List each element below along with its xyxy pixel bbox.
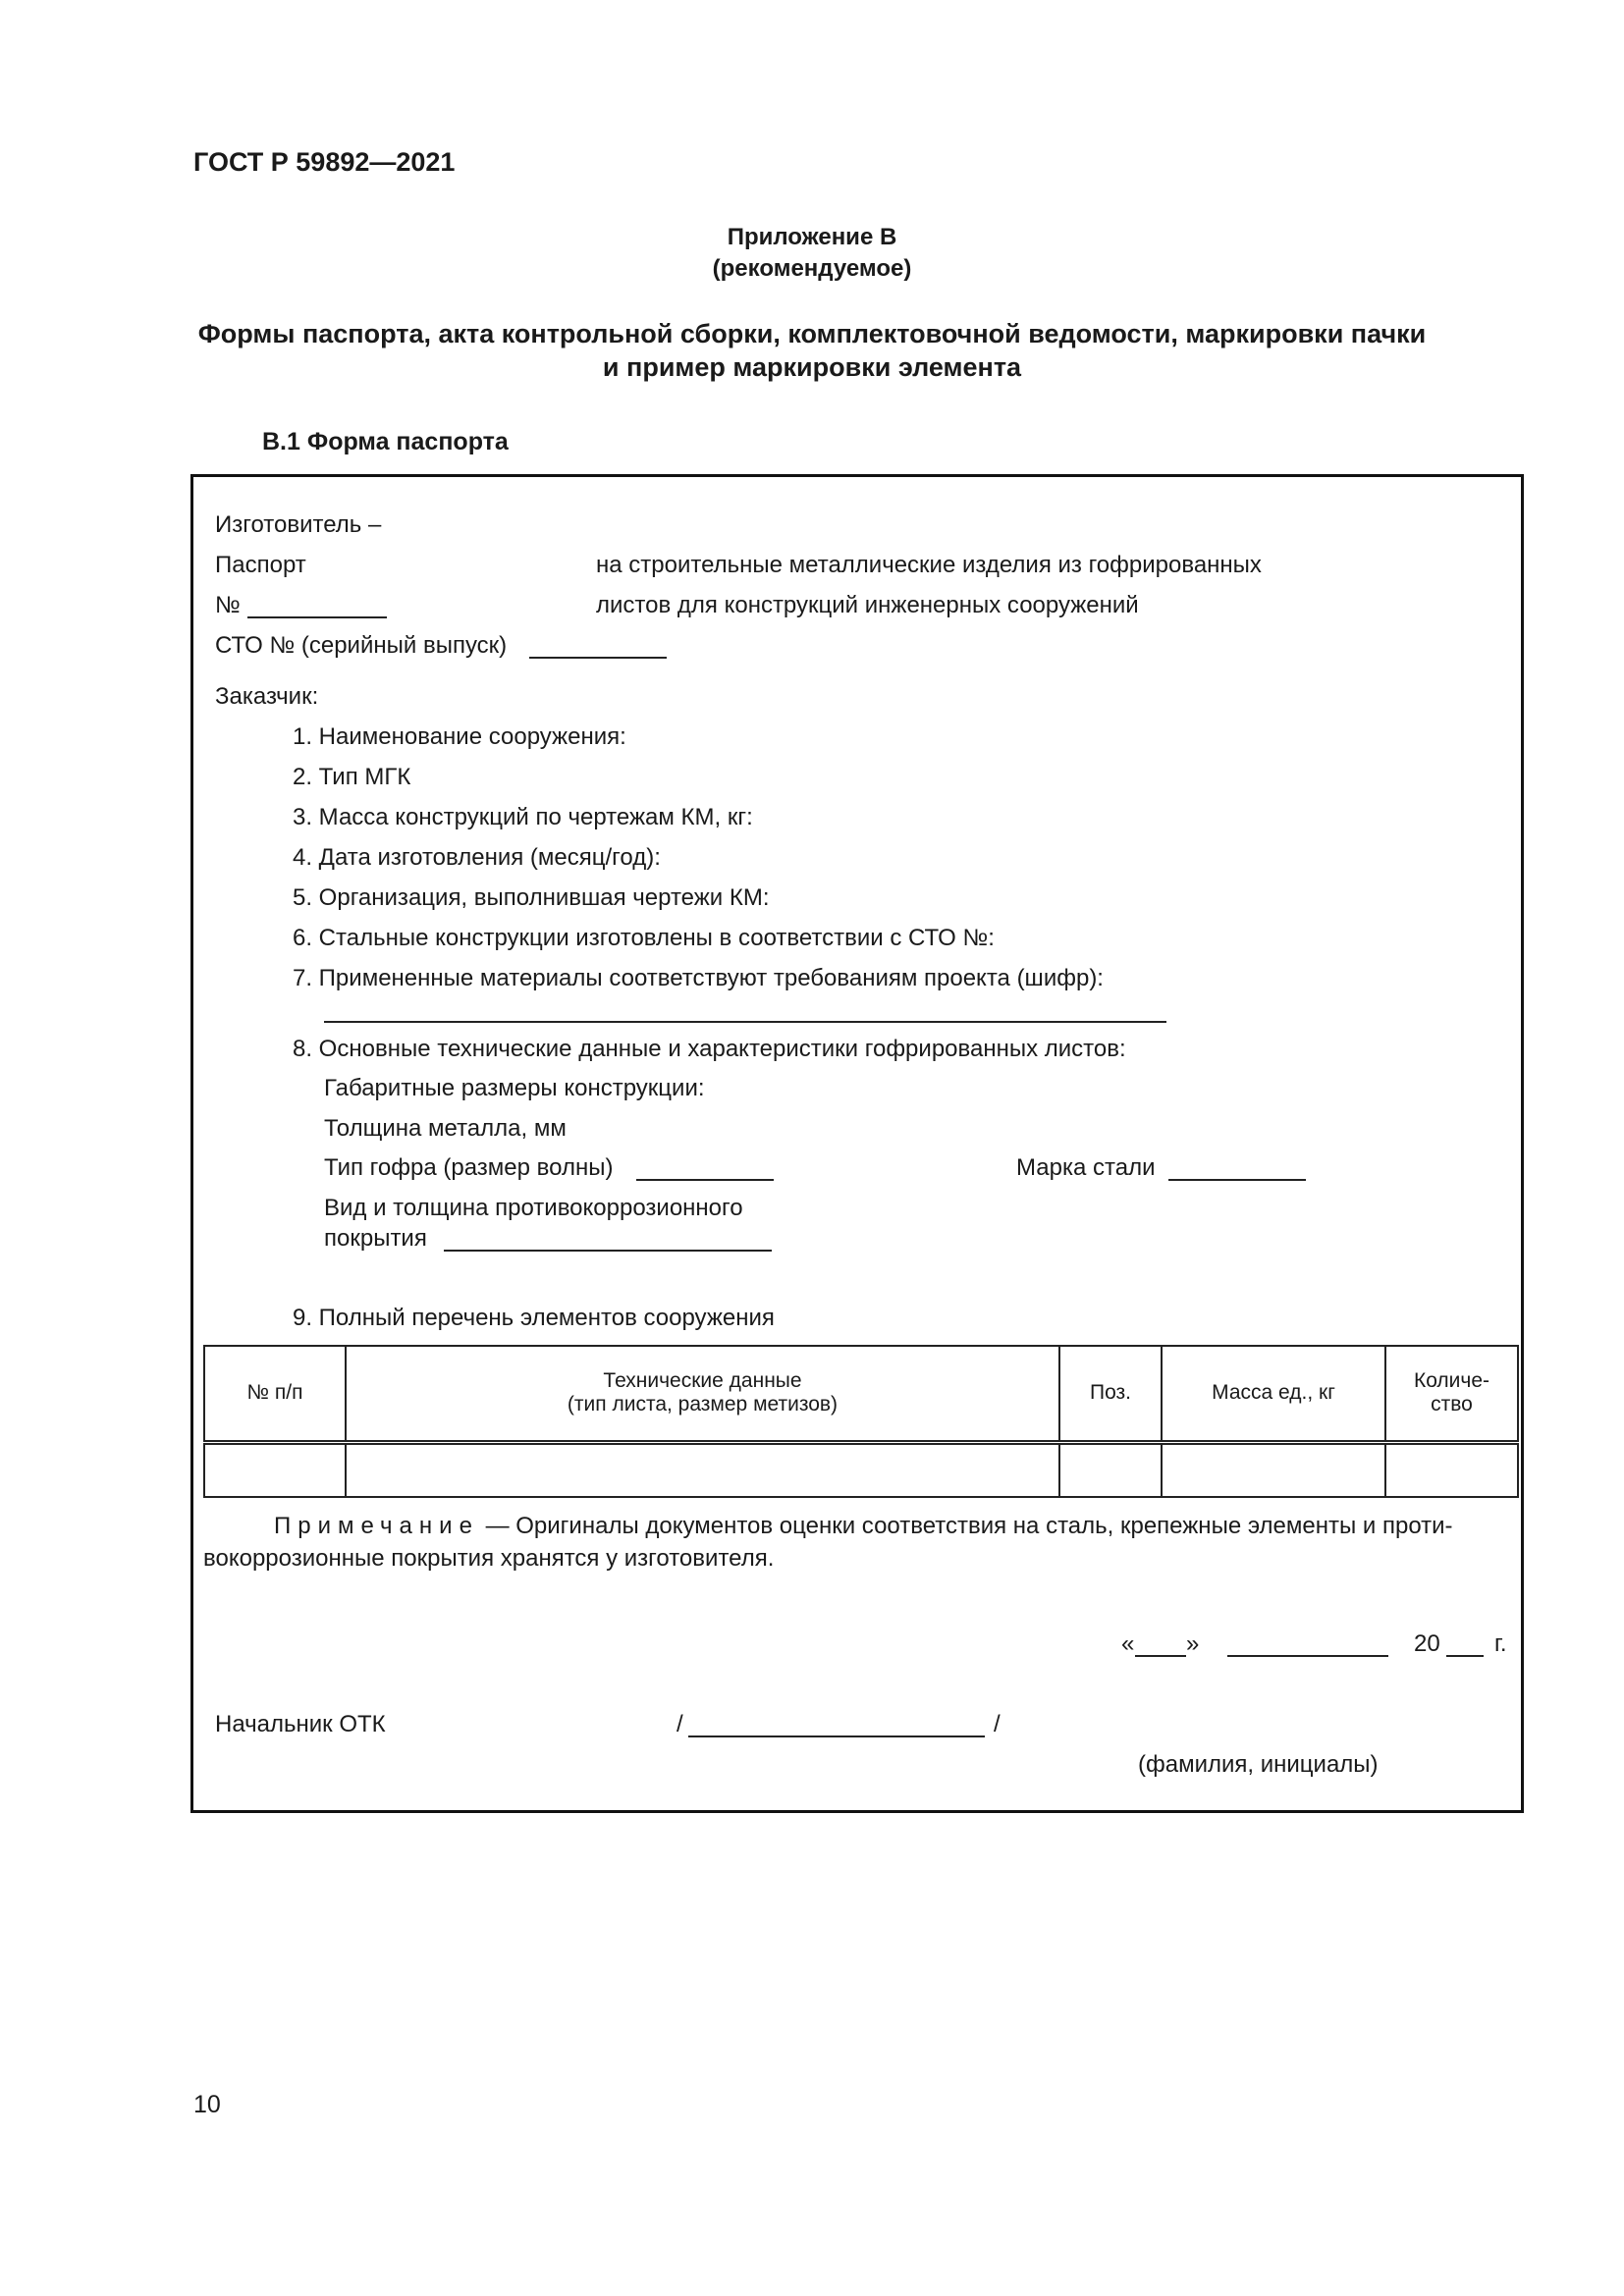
corrugation-type-blank[interactable]	[636, 1179, 774, 1181]
passport-form-frame	[190, 474, 1524, 1813]
list-item: 6. Стальные конструкции изготовлены в соответствии с СТО №:	[293, 925, 995, 951]
column-header-unit-mass: Масса ед., кг	[1162, 1346, 1385, 1442]
signature-blank[interactable]	[688, 1735, 985, 1737]
coating-label-line-2: покрытия	[324, 1225, 427, 1252]
month-blank[interactable]	[1227, 1655, 1388, 1657]
project-code-blank[interactable]	[324, 1021, 1166, 1023]
table-cell[interactable]	[1059, 1442, 1162, 1497]
list-item: 4. Дата изготовления (месяц/год):	[293, 844, 661, 871]
sto-number-blank[interactable]	[529, 657, 667, 659]
signature-hint: (фамилия, инициалы)	[1138, 1751, 1379, 1778]
note-line-2: вокоррозионные покрытия хранятся у изготовителя.	[203, 1545, 775, 1572]
year-prefix: 20	[1414, 1630, 1440, 1657]
day-blank[interactable]	[1135, 1655, 1186, 1657]
standard-code: ГОСТ Р 59892—2021	[193, 147, 456, 177]
manufacturer-label: Изготовитель –	[215, 511, 382, 538]
note-text: — Оригиналы документов оценки соответствия на сталь, крепежные элементы и проти-	[478, 1513, 1453, 1539]
document-title-line-2: и пример маркировки элемента	[602, 352, 1022, 382]
appendix-kind: (рекомендуемое)	[712, 255, 912, 282]
date-close-quote: »	[1186, 1630, 1200, 1657]
tech-data-heading: 8. Основные технические данные и характеристики гофрированных листов:	[293, 1036, 1126, 1062]
signature-role: Начальник ОТК	[215, 1711, 386, 1737]
passport-number-label: №	[215, 592, 241, 618]
elements-list-heading: 9. Полный перечень элементов сооружения	[293, 1305, 775, 1331]
list-item: 3. Масса конструкций по чертежам КМ, кг:	[293, 804, 753, 830]
table-cell[interactable]	[1162, 1442, 1385, 1497]
date-open-quote: «	[1121, 1630, 1135, 1657]
passport-number-blank[interactable]	[247, 616, 387, 618]
passport-subject-line-2: листов для конструкций инженерных сооружений	[596, 592, 1139, 618]
steel-grade-label: Марка стали	[1016, 1154, 1156, 1181]
list-item: 2. Тип МГК	[293, 764, 411, 790]
note-line-1	[274, 1513, 1453, 1540]
year-suffix: г.	[1494, 1630, 1507, 1657]
table-cell[interactable]	[346, 1442, 1059, 1497]
metal-thickness-label: Толщина металла, мм	[324, 1115, 567, 1142]
document-title-line-1: Формы паспорта, акта контрольной сборки, комплектовочной ведомости, маркировки пачки	[197, 319, 1427, 348]
overall-dimensions-label: Габаритные размеры конструкции:	[324, 1075, 705, 1101]
coating-label-line-1: Вид и толщина противокоррозионного	[324, 1195, 743, 1221]
passport-subject-line-1: на строительные металлические изделия из гофрированных	[596, 552, 1262, 578]
section-heading: В.1 Форма паспорта	[262, 428, 509, 455]
appendix-title: Приложение В	[727, 224, 897, 250]
table-header-row	[204, 1346, 1518, 1442]
signature-slash-right: /	[994, 1711, 1001, 1737]
corrugation-type-label: Тип гофра (размер волны)	[324, 1154, 614, 1181]
column-header-number: № п/п	[204, 1346, 346, 1442]
steel-grade-blank[interactable]	[1168, 1179, 1306, 1181]
sto-label: СТО № (серийный выпуск)	[215, 632, 508, 659]
list-item: 1. Наименование сооружения:	[293, 723, 626, 750]
column-header-tech-data: Технические данные (тип листа, размер метизов)	[346, 1346, 1059, 1442]
page-number: 10	[193, 2091, 221, 2118]
column-header-position: Поз.	[1059, 1346, 1162, 1442]
elements-table	[203, 1345, 1519, 1498]
column-header-quantity: Количе- ство	[1385, 1346, 1518, 1442]
list-item: 5. Организация, выполнившая чертежи КМ:	[293, 884, 770, 911]
list-item: 7. Примененные материалы соответствуют требованиям проекта (шифр):	[293, 965, 1104, 991]
table-row	[204, 1442, 1518, 1497]
passport-label: Паспорт	[215, 552, 306, 578]
year-blank[interactable]	[1446, 1655, 1484, 1657]
table-cell[interactable]	[204, 1442, 346, 1497]
note-label: Примечание	[274, 1513, 479, 1539]
table-cell[interactable]	[1385, 1442, 1518, 1497]
coating-blank[interactable]	[444, 1250, 772, 1252]
customer-label: Заказчик:	[215, 683, 319, 710]
signature-slash-left: /	[677, 1711, 683, 1737]
